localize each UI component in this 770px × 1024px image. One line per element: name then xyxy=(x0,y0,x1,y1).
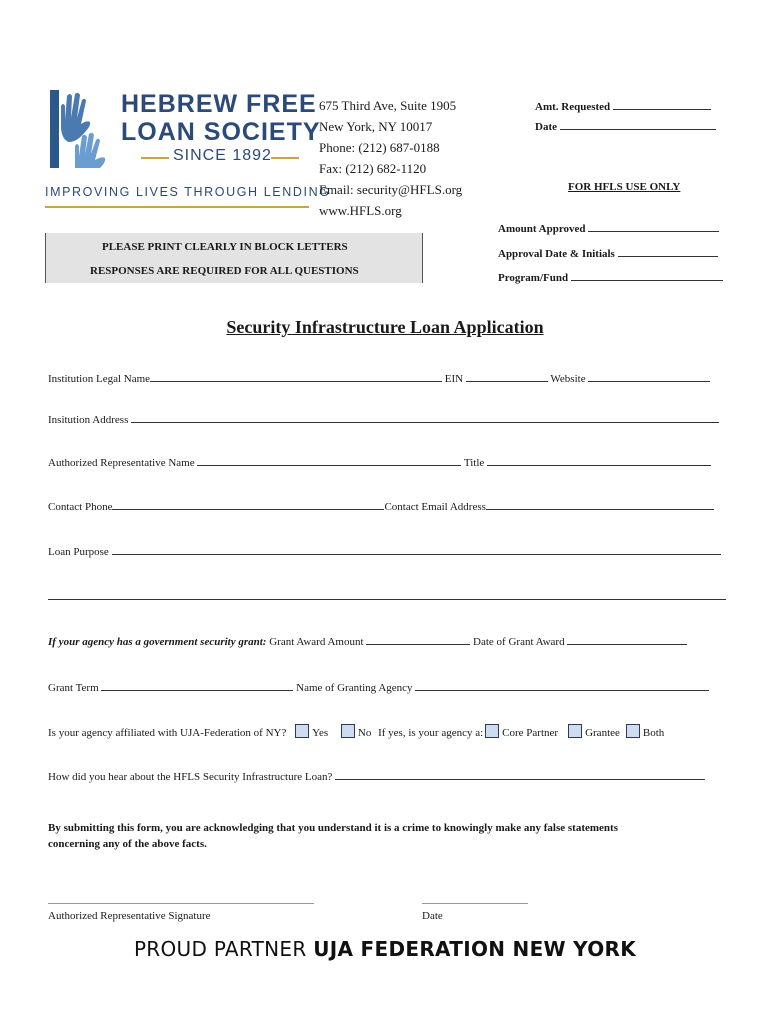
both-checkbox[interactable] xyxy=(626,724,640,738)
address-fax: Fax: (212) 682-1120 xyxy=(319,161,427,176)
amount-approved-field[interactable] xyxy=(498,222,719,235)
hear-about-row xyxy=(48,770,705,783)
notice-line1: PLEASE PRINT CLEARLY IN BLOCK LETTERS xyxy=(102,241,348,253)
logo-line2: LOAN SOCIETY xyxy=(121,118,321,146)
acknowledge-line1: By submitting this form, you are acknowledging that you understand it is a crime to knowingly make any false statements xyxy=(48,822,618,834)
address-city: New York, NY 10017 xyxy=(319,119,433,134)
grant-term-label: Grant Term xyxy=(48,682,99,694)
hear-about-input[interactable] xyxy=(335,770,705,780)
granting-agency-input[interactable] xyxy=(415,681,709,691)
program-fund-label: Program/Fund xyxy=(498,272,569,284)
date-label: Date xyxy=(535,121,557,133)
amt-requested-field[interactable] xyxy=(535,100,711,113)
rep-name-input[interactable] xyxy=(197,456,461,466)
grant-date-label: Date of Grant Award xyxy=(473,636,565,648)
sig-date-line[interactable] xyxy=(422,903,528,904)
no-checkbox[interactable] xyxy=(341,724,355,738)
uja-row xyxy=(48,724,664,739)
institution-address-input[interactable] xyxy=(131,413,719,423)
contact-row xyxy=(48,500,714,513)
if-yes-label: If yes, is your agency a: xyxy=(378,727,484,739)
notice-line2: RESPONSES ARE REQUIRED FOR ALL QUESTIONS xyxy=(90,265,359,277)
logo-line3: SINCE 1892 xyxy=(173,147,272,164)
footer-org: UJA FEDERATION NEW YORK xyxy=(313,937,637,961)
rep-title-input[interactable] xyxy=(487,456,711,466)
acknowledge-line2: concerning any of the above facts. xyxy=(48,838,207,850)
footer-prefix: PROUD PARTNER xyxy=(133,937,314,961)
logo-tagline: IMPROVING LIVES THROUGH LENDING xyxy=(45,185,331,199)
core-partner-label: Core Partner xyxy=(502,727,559,739)
logo-line1: HEBREW FREE xyxy=(121,90,317,118)
grant-row xyxy=(48,635,687,648)
website-input[interactable] xyxy=(588,372,710,382)
address-phone: Phone: (212) 687-0188 xyxy=(319,140,440,155)
grant-amount-label: Grant Award Amount xyxy=(269,636,364,648)
institution-name-input[interactable] xyxy=(150,372,442,382)
grantee-label: Grantee xyxy=(585,727,620,739)
hear-about-label: How did you hear about the HFLS Security Infrastructure Loan? xyxy=(48,771,333,783)
yes-checkbox[interactable] xyxy=(295,724,309,738)
yes-label: Yes xyxy=(312,727,329,739)
rep-row xyxy=(48,456,711,469)
program-fund-field[interactable] xyxy=(498,271,723,284)
address-web: www.HFLS.org xyxy=(319,203,402,218)
ein-label: EIN xyxy=(444,373,464,385)
address-block xyxy=(319,95,462,221)
website-label: Website xyxy=(550,373,586,385)
uja-question: Is your agency affiliated with UJA-Federation of NY? xyxy=(48,727,287,739)
hfls-use-only: FOR HFLS USE ONLY xyxy=(568,181,681,193)
granting-agency-label: Name of Granting Agency xyxy=(296,682,413,694)
contact-phone-input[interactable] xyxy=(112,500,384,510)
address-row xyxy=(48,413,719,426)
hfls-logo xyxy=(45,88,331,213)
core-partner-checkbox[interactable] xyxy=(485,724,499,738)
loan-purpose-line2[interactable] xyxy=(48,599,726,600)
notice-box xyxy=(45,233,423,283)
loan-purpose-label: Loan Purpose xyxy=(48,546,109,558)
logo-underline xyxy=(45,206,309,208)
amt-requested-label: Amt. Requested xyxy=(535,101,611,113)
sig-date-label: Date xyxy=(422,910,443,922)
loan-purpose-input[interactable] xyxy=(112,545,721,555)
signature-label: Authorized Representative Signature xyxy=(48,910,211,922)
rep-title-label: Title xyxy=(463,457,485,469)
grant-term-row xyxy=(48,681,709,694)
logo-rule-left xyxy=(141,157,169,159)
institution-name-label: Institution Legal Name xyxy=(48,373,151,385)
institution-row xyxy=(48,372,710,385)
no-label: No xyxy=(357,727,372,739)
ein-input[interactable] xyxy=(466,372,548,382)
logo-rule-right xyxy=(271,157,299,159)
amount-approved-label: Amount Approved xyxy=(498,223,586,235)
address-street: 675 Third Ave, Suite 1905 xyxy=(319,98,457,113)
contact-phone-label: Contact Phone xyxy=(48,501,113,513)
both-label: Both xyxy=(642,727,665,739)
grant-question: If your agency has a government security grant: xyxy=(48,636,267,648)
signature-line[interactable] xyxy=(48,903,314,904)
form-title: Security Infrastructure Loan Application xyxy=(226,317,544,337)
approval-date-field[interactable] xyxy=(498,247,718,260)
contact-email-label: Contact Email Address xyxy=(384,501,486,513)
grant-amount-input[interactable] xyxy=(366,635,470,645)
grant-term-input[interactable] xyxy=(101,681,293,691)
approval-date-label: Approval Date & Initials xyxy=(498,248,615,260)
rep-name-label: Authorized Representative Name xyxy=(48,457,195,469)
footer-partner xyxy=(0,937,770,961)
institution-address-label: Insitution Address xyxy=(48,414,129,426)
date-field[interactable] xyxy=(535,120,716,133)
grant-date-input[interactable] xyxy=(567,635,687,645)
loan-purpose-row xyxy=(48,545,721,558)
contact-email-input[interactable] xyxy=(486,500,714,510)
grantee-checkbox[interactable] xyxy=(568,724,582,738)
hands-icon xyxy=(47,88,117,170)
address-email: Email: security@HFLS.org xyxy=(319,182,463,197)
